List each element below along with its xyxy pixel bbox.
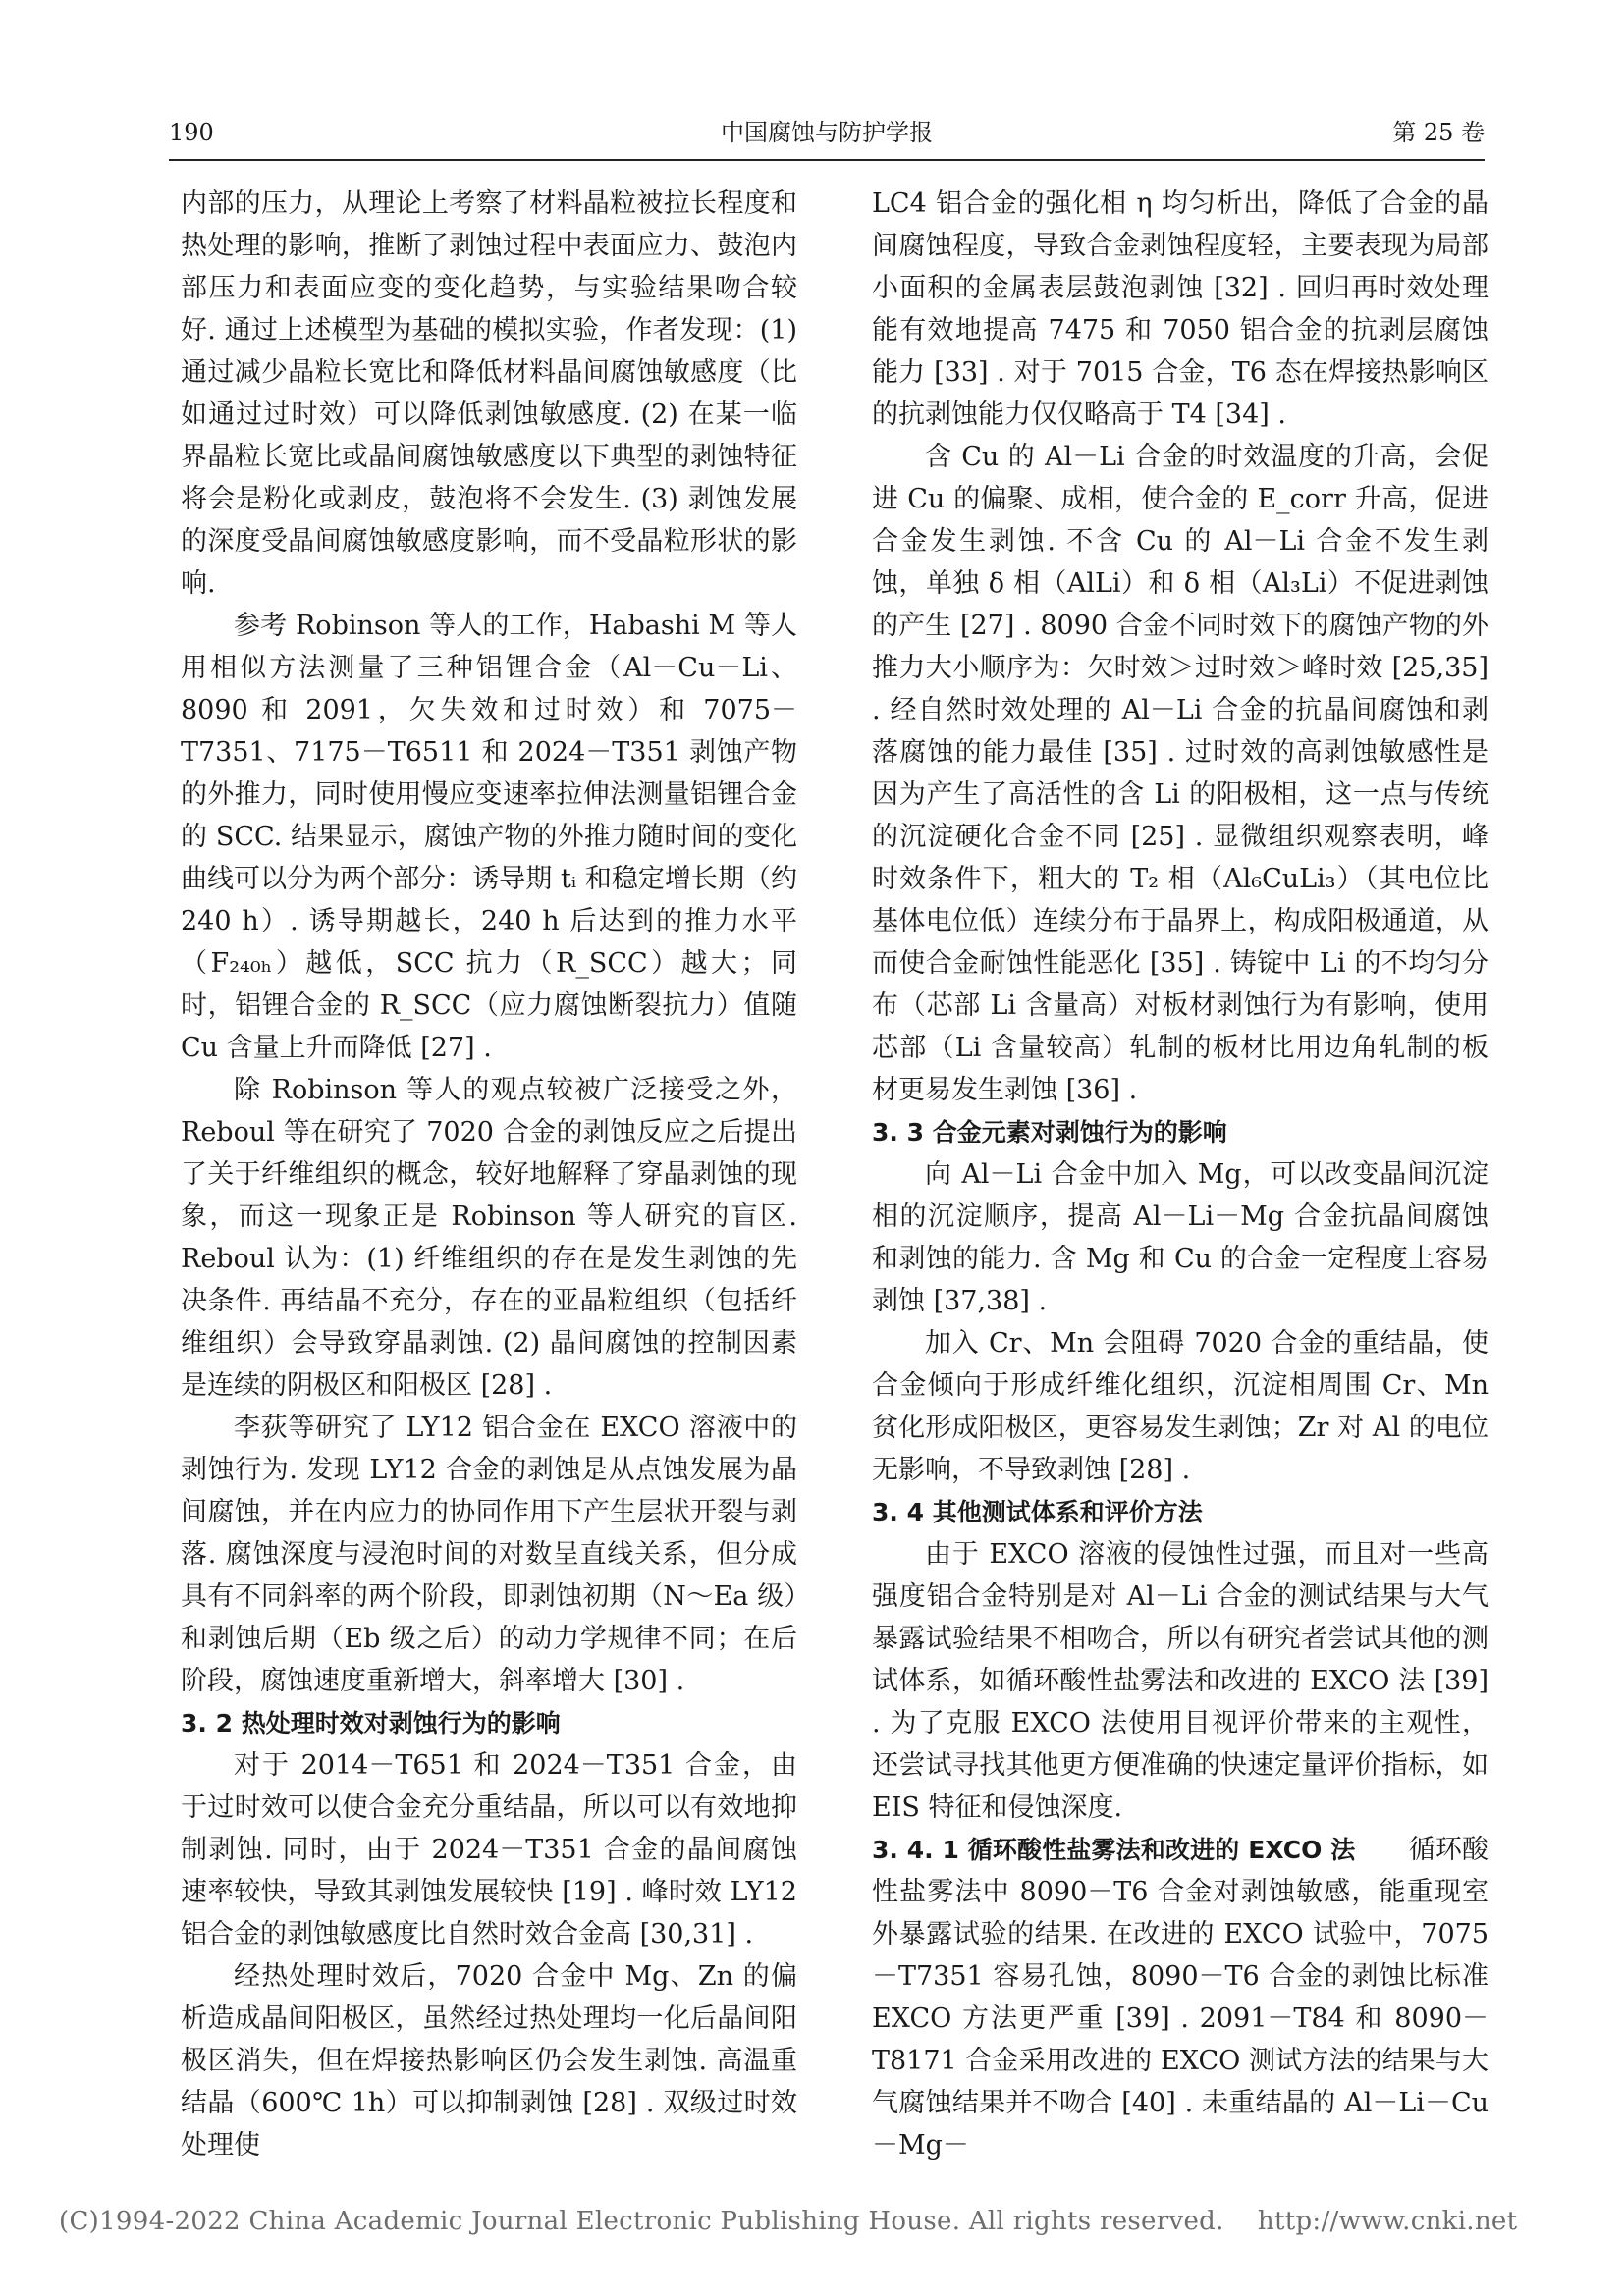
left-paragraph-1: 内部的压力，从理论上考察了材料晶粒被拉长程度和热处理的影响，推断了剥蚀过程中表面应力、鼓泡内部压力和表面应变的变化趋势，与实验结果吻合较好. 通过上述模型为基础的模拟实验，作者发现：(1) 通过减少晶粒长宽比和降低材料晶间腐蚀敏感度（比如通过过时效）可以降低剥蚀敏感度. (2) 在某一临界晶粒长宽比或晶间腐蚀敏感度以下典型的剥蚀特征将会是粉化或剥皮，鼓泡将不会发生. (3) 剥蚀发展的深度受晶间腐蚀敏感度影响，而不受晶粒形状的影响. bbox=[181, 188, 797, 599]
volume-number: 第 25 卷 bbox=[1392, 119, 1485, 146]
page-number: 190 bbox=[169, 119, 214, 146]
footer-url: http://www.cnki.net bbox=[1257, 2207, 1518, 2236]
journal-title: 中国腐蚀与防护学报 bbox=[721, 119, 933, 146]
left-paragraph-4: 李荻等研究了 LY12 铝合金在 EXCO 溶液中的剥蚀行为. 发现 LY12 合金的剥蚀是从点蚀发展为晶间腐蚀，并在内应力的协同作用下产生层状开裂与剥落. 腐蚀深度与浸泡时间的对数呈直线关系，但分成具有不同斜率的两个阶段，即剥蚀初期（N～Ea 级）和剥蚀后期（Eb 级之后）的动力学规律不同；在后阶段，腐蚀速度重新增大，斜率增大 [30] . bbox=[181, 1413, 797, 1696]
right-paragraph-3: 向 Al－Li 合金中加入 Mg，可以改变晶间沉淀相的沉淀顺序，提高 Al－Li－Mg 合金抗晶间腐蚀和剥蚀的能力. 含 Mg 和 Cu 的合金一定程度上容易剥蚀 [37,38] . bbox=[872, 1159, 1489, 1316]
section-heading-3-3: 3. 3 合金元素对剥蚀行为的影响 bbox=[872, 1118, 1227, 1147]
left-paragraph-6: 经热处理时效后，7020 合金中 Mg、Zn 的偏析造成晶间阳极区，虽然经过热处理均一化后晶间阳极区消失，但在焊接热影响区仍会发生剥蚀. 高温重结晶（600℃ 1h）可以抑制剥蚀 [28] . 双级过时效处理使 bbox=[181, 1961, 797, 2161]
right-paragraph-4: 加入 Cr、Mn 会阻碍 7020 合金的重结晶，使合金倾向于形成纤维化组织，沉淀相周围 Cr、Mn 贫化形成阳极区，更容易发生剥蚀；Zr 对 Al 的电位无影响，不导致剥蚀 [28] . bbox=[872, 1328, 1489, 1485]
page-header bbox=[169, 113, 1485, 152]
header-rule bbox=[169, 159, 1485, 161]
section-heading-3-4: 3. 4 其他测试体系和评价方法 bbox=[872, 1498, 1203, 1526]
left-paragraph-5: 对于 2014－T651 和 2024－T351 合金，由于过时效可以使合金充分重结晶，所以可以有效地抑制剥蚀. 同时，由于 2024－T351 合金的晶间腐蚀速率较快，导致其剥蚀发展较快 [19] . 峰时效 LY12 铝合金的剥蚀敏感度比自然时效合金高 [30,31] . bbox=[181, 1750, 797, 1949]
left-paragraph-2: 参考 Robinson 等人的工作，Habashi M 等人用相似方法测量了三种铝锂合金（Al－Cu－Li、8090 和 2091，欠失效和过时效）和 7075－T7351、7175－T6511 和 2024－T351 剥蚀产物的外推力，同时使用慢应变速率拉伸法测量铝锂合金的 SCC. 结果显示，腐蚀产物的外推力随时间的变化曲线可以分为两个部分：诱导期 tᵢ 和稳定增长期（约 240 h）. 诱导期越长，240 h 后达到的推力水平（F₂₄₀ₕ）越低，SCC 抗力（R_SCC）越大；同时，铝锂合金的 R_SCC（应力腐蚀断裂抗力）值随 Cu 含量上升而降低 [27] . bbox=[181, 611, 797, 1063]
section-heading-3-2: 3. 2 热处理时效对剥蚀行为的影响 bbox=[181, 1709, 561, 1737]
right-paragraph-2: 含 Cu 的 Al－Li 合金的时效温度的升高，会促进 Cu 的偏聚、成相，使合金的 E_corr 升高，促进合金发生剥蚀. 不含 Cu 的 Al－Li 合金不发生剥蚀，单独 δ 相（AlLi）和 δ 相（Al₃Li）不促进剥蚀的产生 [27] . 8090 合金不同时效下的腐蚀产物的外推力大小顺序为：欠时效＞过时效＞峰时效 [25,35] . 经自然时效处理的 Al－Li 合金的抗晶间腐蚀和剥落腐蚀的能力最佳 [35] . 过时效的高剥蚀敏感性是因为产生了高活性的含 Li 的阳极相，这一点与传统的沉淀硬化合金不同 [25] . 显微组织观察表明，峰时效条件下，粗大的 T₂ 相（Al₆CuLi₃）（其电位比基体电位低）连续分布于晶界上，构成阳极通道，从而使合金耐蚀性能恶化 [35] . 铸锭中 Li 的不均匀分布（芯部 Li 含量高）对板材剥蚀行为有影响，使用芯部（Li 含量较高）轧制的板材比用边角轧制的板材更易发生剥蚀 [36] . bbox=[872, 442, 1489, 1105]
right-paragraph-6-text: 循环酸性盐雾法中 8090－T6 合金对剥蚀敏感，能重现室外暴露试验的结果. 在改进的 EXCO 试验中，7075－T7351 容易孔蚀，8090－T6 合金的剥蚀比标准 EXCO 方法更严重 [39] . 2091－T84 和 8090－T8171 合金采用改进的 EXCO 测试方法的结果与大气腐蚀结果并不吻合 [40] . 未重结晶的 Al－Li－Cu－Mg－ bbox=[872, 1835, 1489, 2161]
copyright-text: (C)1994-2022 China Academic Journal Electronic Publishing House. All rights reserved. bbox=[59, 2207, 1224, 2236]
right-paragraph-6 bbox=[872, 1829, 1489, 2166]
copyright-footer bbox=[59, 2207, 1571, 2236]
left-column bbox=[181, 183, 797, 2166]
right-column bbox=[872, 183, 1489, 2166]
right-paragraph-5: 由于 EXCO 溶液的侵蚀性过强，而且对一些高强度铝合金特别是对 Al－Li 合金的测试结果与大气暴露试验结果不相吻合，所以有研究者尝试其他的测试体系，如循环酸性盐雾法和改进的 EXCO 法 [39] . 为了克服 EXCO 法使用目视评价带来的主观性，还尝试寻找其他更方便准确的快速定量评价指标，如 EIS 特征和侵蚀深度. bbox=[872, 1539, 1489, 1823]
section-heading-3-4-1: 3. 4. 1 循环酸性盐雾法和改进的 EXCO 法 bbox=[872, 1836, 1356, 1864]
right-paragraph-1: LC4 铝合金的强化相 η 均匀析出，降低了合金的晶间腐蚀程度，导致合金剥蚀程度轻，主要表现为局部小面积的金属表层鼓泡剥蚀 [32] . 回归再时效处理能有效地提高 7475 和 7050 铝合金的抗剥层腐蚀能力 [33] . 对于 7015 合金，T6 态在焊接热影响区的抗剥蚀能力仅仅略高于 T4 [34] . bbox=[872, 188, 1489, 430]
left-paragraph-3: 除 Robinson 等人的观点较被广泛接受之外，Reboul 等在研究了 7020 合金的剥蚀反应之后提出了关于纤维组织的概念，较好地解释了穿晶剥蚀的现象，而这一现象正是 Robinson 等人研究的盲区. Reboul 认为：(1) 纤维组织的存在是发生剥蚀的先决条件. 再结晶不充分，存在的亚晶粒组织（包括纤维组织）会导致穿晶剥蚀. (2) 晶间腐蚀的控制因素是连续的阴极区和阳极区 [28] . bbox=[181, 1075, 797, 1401]
